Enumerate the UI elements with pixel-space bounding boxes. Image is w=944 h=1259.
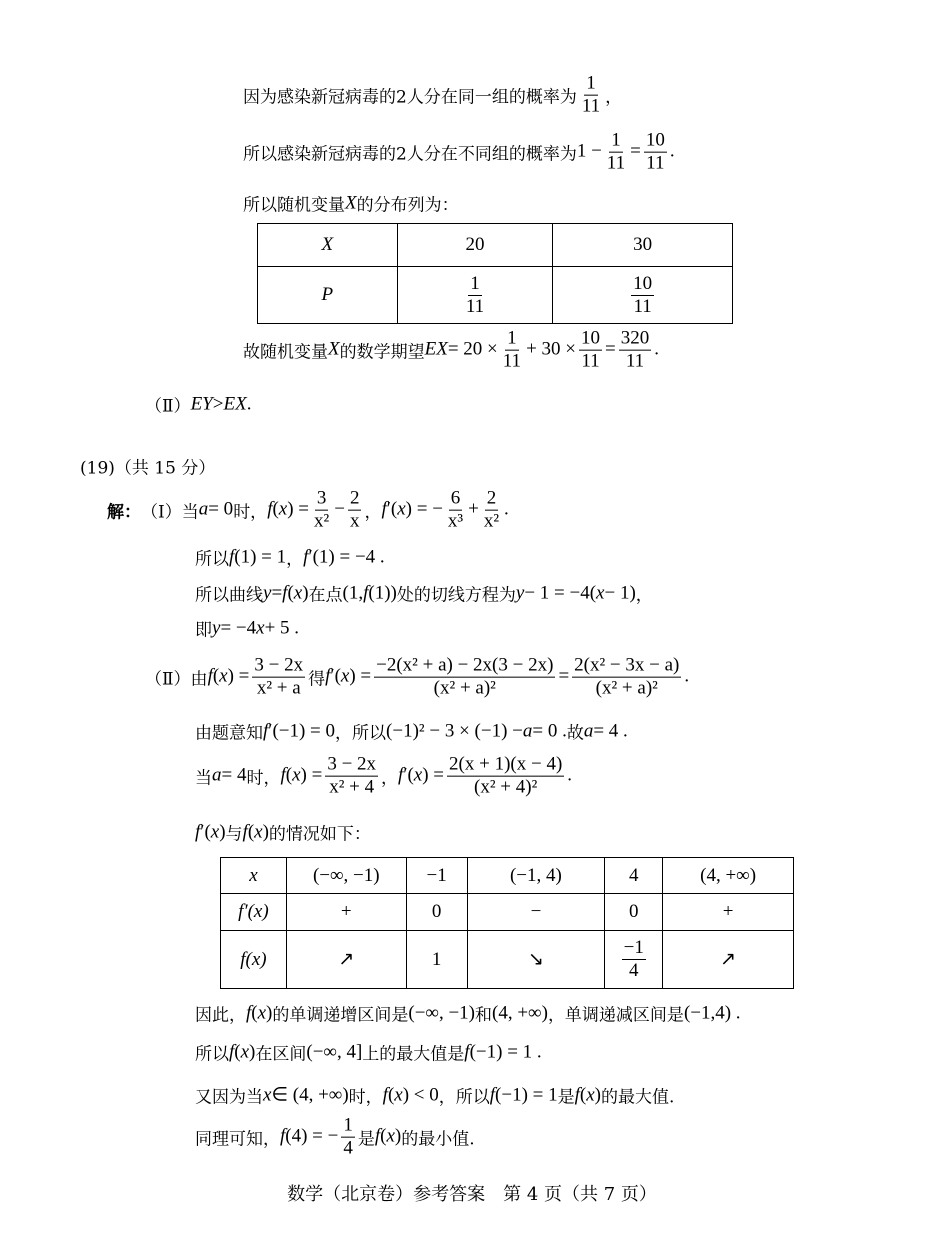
text-line (243, 328, 659, 373)
math-text: ( (251, 1002, 258, 1023)
math-text: = 0 (208, 499, 234, 520)
bold-label: 解： (107, 502, 141, 523)
text-line (195, 545, 385, 570)
math-text: 0 (431, 901, 442, 922)
math-text: 1 (431, 948, 442, 970)
math-text: (4, +∞) (700, 864, 757, 886)
math-text: (4, +∞) (492, 1002, 548, 1023)
text-segment: （Ⅱ） (145, 396, 191, 417)
fraction-numerator: 2(x² − 3x − a) (574, 654, 680, 676)
math-italic: x (219, 666, 228, 687)
math-text: + 30 × (526, 339, 576, 360)
math-text: ) = (422, 765, 445, 786)
fraction (501, 328, 523, 373)
math-text: ( (287, 582, 294, 603)
table-cell (258, 224, 398, 267)
fraction-numerator: 10 (633, 272, 653, 294)
math-italic: EX (223, 393, 247, 414)
math-text: ′(1) = −4 . (308, 546, 385, 567)
fraction (348, 488, 362, 533)
text-segment: 又因为当 (195, 1087, 263, 1108)
text-line (195, 1040, 542, 1065)
table-cell (286, 894, 406, 931)
text-line (195, 719, 628, 744)
math-text: ( (212, 666, 220, 687)
math-italic: x (397, 499, 406, 520)
math-italic: f (280, 1126, 286, 1147)
math-text: ( (579, 1084, 587, 1105)
math-italic: x (249, 864, 258, 886)
math-italic: f (374, 1126, 381, 1147)
math-italic: f (195, 821, 201, 842)
math-text: ) (249, 1041, 256, 1062)
text-segment: 在点 (308, 585, 343, 606)
math-text: (4) = − (285, 1126, 339, 1147)
text-segment: 因此， (195, 1005, 246, 1026)
math-text: = 4 . (593, 720, 628, 741)
text-line (145, 655, 689, 700)
text-segment: 处的切线方程为 (396, 585, 516, 606)
math-italic: x (257, 1002, 267, 1023)
math-italic: f (207, 666, 213, 687)
table-cell (663, 858, 794, 894)
math-text: ′( (330, 666, 341, 687)
fraction-denominator: (x² + a)² (595, 677, 658, 699)
math-italic: y (515, 582, 525, 603)
text-line (195, 754, 572, 799)
fraction-numerator: −1 (623, 937, 644, 959)
text-line (195, 1115, 475, 1160)
text-segment: 故随机变量 (243, 342, 328, 363)
math-italic: x (596, 582, 605, 603)
text-line (195, 1001, 741, 1026)
fraction-numerator: 3 (316, 487, 327, 509)
math-italic: x (292, 765, 301, 786)
math-text: . (684, 666, 690, 687)
math-italic: X (345, 192, 357, 213)
fraction (252, 655, 305, 700)
table-cell (663, 894, 794, 931)
text-segment: 因为感染新冠病毒的2人分在同一组的概率为 (243, 87, 577, 108)
fraction-numerator: 10 (581, 327, 600, 349)
fraction-numerator: 1 (611, 129, 621, 151)
math-text: 4 (628, 864, 639, 886)
math-italic: f(x) (240, 948, 267, 970)
fraction-numerator: −2(x² + a) − 2x(3 − 2x) (376, 654, 554, 676)
math-text: − (334, 499, 345, 520)
text-line (195, 1083, 674, 1108)
math-text: ( (272, 499, 279, 520)
fraction (446, 488, 465, 533)
math-italic: x (293, 582, 303, 603)
text-segment: 的分布列为： (356, 195, 459, 216)
text-segment: 所以 (195, 549, 229, 570)
text-segment: 和 (475, 1005, 493, 1026)
table-row (258, 224, 733, 267)
text-line (243, 191, 459, 216)
fraction (447, 754, 564, 799)
math-text: . (669, 141, 675, 162)
fraction (464, 273, 486, 318)
text-segment: 当 (195, 768, 212, 789)
fraction-numerator: 3 − 2x (327, 753, 377, 775)
text-line (195, 581, 653, 606)
math-text: ↗ (720, 949, 737, 970)
math-italic: x (240, 1041, 250, 1062)
math-text: ′( (200, 821, 211, 842)
text-line (145, 392, 251, 417)
math-italic: x (386, 1126, 395, 1147)
math-text: (−1) = 1 . (469, 1041, 542, 1062)
math-italic: y (212, 617, 221, 638)
math-text: ∈ (4, +∞) (271, 1084, 349, 1106)
math-text: (−∞, 4] (306, 1041, 363, 1062)
math-italic: x (263, 1084, 272, 1105)
fraction-numerator: 6 (450, 487, 461, 509)
table-cell (406, 894, 467, 931)
math-italic: f (325, 666, 331, 687)
text-segment: 时， (348, 1087, 383, 1108)
math-text: (−1, 4) (509, 864, 562, 886)
math-italic: X (328, 339, 340, 360)
math-italic: x (586, 1084, 595, 1105)
text-segment: 的最小值. (401, 1129, 475, 1150)
math-text: ′( (403, 765, 414, 786)
math-text: 1 − (576, 141, 602, 162)
math-italic: x (413, 765, 423, 786)
math-text: . (504, 499, 509, 520)
math-text: ) (302, 582, 309, 603)
math-text: > (212, 393, 224, 414)
fraction-numerator: 1 (343, 1114, 353, 1136)
text-segment: 是 (557, 1087, 575, 1108)
text-segment: （Ⅰ）当 (141, 502, 199, 523)
math-text: ′( (386, 499, 398, 520)
math-text: 20 (465, 234, 485, 255)
text-segment: 时， (246, 768, 281, 789)
math-text: + 5 . (264, 617, 300, 638)
text-segment: 的单调递增区间是 (272, 1005, 409, 1026)
table-cell (286, 931, 406, 989)
fraction-denominator: 4 (343, 1137, 353, 1159)
math-text: + (340, 901, 352, 922)
text-line (243, 130, 675, 175)
math-italic: f (242, 821, 248, 842)
math-text: = (605, 339, 616, 360)
math-italic: f (229, 546, 235, 567)
math-italic: f (363, 582, 369, 603)
fraction-denominator: x² (314, 510, 330, 532)
fraction-denominator: 11 (581, 95, 601, 117)
fraction-numerator: 1 (470, 272, 480, 294)
table-cell (286, 858, 406, 894)
fraction-denominator: 11 (633, 295, 652, 317)
math-text: ↘ (527, 949, 544, 970)
math-italic: f (263, 720, 269, 741)
text-segment: 与 (225, 824, 243, 845)
math-italic: f (282, 582, 288, 603)
math-text: ( (234, 1041, 241, 1062)
math-text: ) = − (405, 499, 443, 520)
math-italic: f (574, 1084, 580, 1105)
math-text: ) = (227, 666, 250, 687)
math-text: = 0 . (532, 720, 567, 741)
math-text: − (530, 901, 542, 922)
math-text: (1, (342, 582, 364, 603)
fraction-denominator: 11 (606, 152, 626, 174)
text-line (80, 454, 215, 479)
table-row (221, 931, 794, 989)
fraction-numerator: 3 − 2x (254, 654, 304, 676)
math-italic: f (229, 1041, 235, 1062)
text-segment: ， (381, 768, 399, 789)
table-cell (221, 894, 287, 931)
fraction (341, 1115, 355, 1160)
text-segment: 所以 (195, 1044, 229, 1065)
math-text: 0 (628, 901, 639, 922)
text-segment: 所以感染新冠病毒的2人分在不同组的概率为 (243, 144, 577, 165)
text-segment: 故 (566, 723, 584, 744)
math-text: ) (219, 821, 226, 842)
fraction-denominator: x² + a (256, 677, 301, 699)
distribution-table (257, 223, 733, 324)
fraction (622, 937, 646, 982)
text-segment: 在区间 (255, 1044, 307, 1065)
math-text: = (630, 141, 641, 162)
table-row (221, 894, 794, 931)
math-text: ) = (349, 666, 372, 687)
math-italic: f (246, 1002, 252, 1023)
table-row (221, 858, 794, 894)
table-cell (221, 858, 287, 894)
math-italic: x (340, 666, 350, 687)
math-text: ) (394, 1126, 402, 1147)
text-segment: ， (286, 549, 304, 570)
text-segment: 得 (308, 669, 326, 690)
math-italic: f (382, 1084, 388, 1105)
text-line (107, 488, 509, 533)
math-italic: P (321, 284, 334, 305)
table-cell (467, 858, 605, 894)
fraction (374, 655, 555, 700)
text-segment: ， (635, 585, 653, 606)
math-italic: a (198, 499, 209, 520)
fraction (580, 73, 602, 118)
text-segment: 所以曲线 (195, 585, 263, 606)
table-cell (663, 931, 794, 989)
table-cell (406, 931, 467, 989)
page-footer: 数学（北京卷）参考答案 第 4 页（共 7 页） (287, 1184, 657, 1205)
fraction-numerator: 320 (620, 327, 650, 349)
math-text: (−1)² − 3 × (−1) − (386, 720, 523, 741)
text-segment: 时， (233, 502, 268, 523)
table-cell (397, 267, 553, 324)
math-italic: x (254, 821, 263, 842)
fraction-denominator: 11 (502, 350, 522, 372)
math-text: = (271, 582, 283, 603)
math-text: = 4 (221, 765, 247, 786)
table-cell (553, 267, 733, 324)
math-italic: f (280, 765, 286, 786)
math-italic: f (381, 499, 387, 520)
fraction (572, 655, 681, 700)
math-text: . (246, 393, 252, 414)
table-cell (605, 931, 663, 989)
math-text: (−∞, −1) (408, 1002, 476, 1023)
math-text: (−∞, −1) (312, 864, 380, 886)
math-text: ( (285, 765, 293, 786)
table-cell (605, 894, 663, 931)
math-italic: a (212, 765, 222, 786)
text-line (195, 820, 371, 845)
fraction-numerator: 1 (507, 327, 517, 349)
table-cell (605, 858, 663, 894)
math-text: ) (594, 1084, 601, 1105)
table-cell (467, 931, 605, 989)
text-segment: 的情况如下： (268, 824, 371, 845)
text-segment: 即 (195, 620, 212, 641)
math-italic: x (256, 617, 265, 638)
math-text: − 1) (604, 582, 636, 603)
fraction-numerator: 1 (586, 72, 596, 94)
fraction-denominator: x (349, 510, 360, 532)
math-text: (−1,4) . (683, 1002, 741, 1023)
math-text: −1 (426, 864, 447, 886)
math-italic: EX (424, 339, 448, 360)
fraction-numerator: 2 (486, 487, 497, 509)
text-segment: 同理可知， (195, 1129, 280, 1150)
table-cell (258, 267, 398, 324)
text-line (243, 73, 622, 118)
math-text: ′(−1) = 0 (268, 720, 336, 741)
fraction (312, 488, 331, 533)
text-segment: 是 (357, 1129, 375, 1150)
math-text: ) (266, 1002, 273, 1023)
text-segment: ，所以 (335, 723, 387, 744)
fraction (631, 273, 654, 318)
text-segment: 的数学期望 (339, 342, 425, 363)
math-italic: a (522, 720, 533, 741)
math-text: ) (262, 821, 269, 842)
math-text: ) = (287, 499, 310, 520)
math-italic: X (321, 234, 334, 255)
fraction-numerator: 2(x + 1)(x − 4) (449, 753, 563, 775)
math-italic: y (263, 582, 272, 603)
monotonicity-table (220, 857, 794, 989)
math-text: . (567, 765, 573, 786)
fraction (325, 754, 378, 799)
math-italic: f (303, 546, 309, 567)
table-row (258, 267, 733, 324)
math-italic: x (278, 499, 288, 520)
math-text: ) < 0 (402, 1084, 439, 1105)
math-text: ( (247, 821, 255, 842)
math-text: + (722, 901, 734, 922)
fraction (644, 130, 667, 175)
fraction-numerator: 10 (645, 129, 665, 151)
text-segment: （Ⅱ）由 (145, 669, 208, 690)
table-cell (397, 224, 553, 267)
math-text: 30 (633, 234, 653, 255)
math-text: ( (387, 1084, 395, 1105)
math-italic: f (489, 1084, 496, 1105)
math-italic: EY (190, 393, 213, 414)
math-text: = 20 × (447, 339, 498, 360)
fraction-denominator: x³ (447, 510, 464, 532)
text-segment: 由题意知 (195, 723, 263, 744)
math-text: (−1) = 1 (495, 1084, 558, 1105)
text-segment: 的最大值. (601, 1087, 675, 1108)
math-text: + (468, 499, 479, 520)
math-text: ) = (300, 765, 323, 786)
fraction-numerator: 2 (349, 487, 360, 509)
math-italic: f′(x) (238, 901, 269, 922)
text-segment: 上的最大值是 (362, 1044, 465, 1065)
table-cell (467, 894, 605, 931)
table-cell (221, 931, 287, 989)
text-segment: (19)（共 15 分） (80, 458, 216, 479)
fraction-denominator: (x² + 4)² (474, 776, 538, 798)
math-italic: x (210, 821, 220, 842)
fraction-denominator: 11 (625, 350, 645, 372)
fraction-denominator: 11 (465, 295, 485, 317)
math-italic: f (267, 499, 273, 520)
math-text: (1)) (368, 582, 397, 603)
math-text: = (558, 666, 570, 687)
math-italic: a (583, 720, 594, 741)
table-cell (406, 858, 467, 894)
text-segment: ， (364, 502, 382, 523)
math-italic: f (464, 1041, 470, 1062)
fraction (579, 328, 602, 373)
math-text: . (654, 339, 659, 360)
text-segment: 所以随机变量 (243, 195, 345, 216)
math-text: (1) = 1 (234, 546, 287, 567)
fraction-denominator: 11 (646, 152, 665, 174)
fraction (482, 488, 501, 533)
math-text: − 1 = −4( (524, 582, 597, 603)
fraction-denominator: x² (483, 510, 500, 532)
fraction-denominator: (x² + a)² (433, 677, 496, 699)
text-segment: ，单调递减区间是 (547, 1005, 684, 1026)
math-text: ( (380, 1126, 387, 1147)
text-segment: ，所以 (438, 1087, 490, 1108)
fraction (605, 130, 627, 175)
fraction-denominator: 4 (628, 960, 639, 981)
fraction-denominator: 11 (581, 350, 600, 372)
text-segment: ， (605, 87, 623, 108)
math-text: = −4 (220, 617, 257, 638)
math-text: ↗ (338, 949, 355, 970)
table-cell (553, 224, 733, 267)
fraction-denominator: x² + 4 (329, 776, 375, 798)
math-italic: x (394, 1084, 403, 1105)
fraction (619, 328, 652, 373)
text-line (195, 616, 299, 641)
math-italic: f (398, 765, 404, 786)
